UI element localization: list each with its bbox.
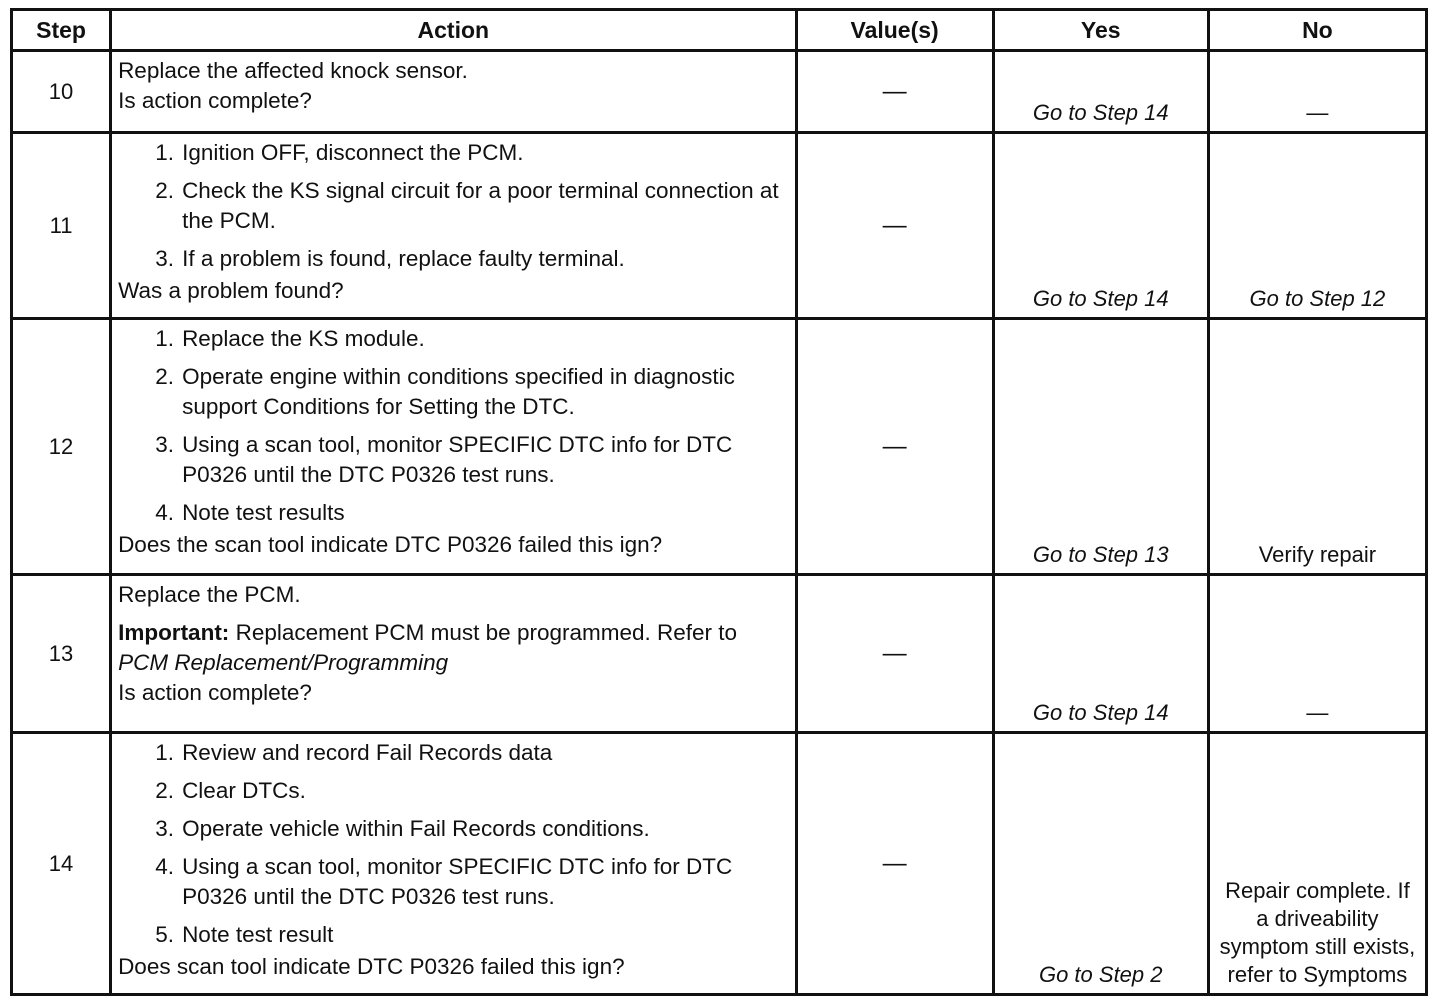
list-number: 5. — [155, 922, 175, 947]
no-cell — [1208, 733, 1426, 995]
action-steps — [118, 738, 788, 950]
table-row — [12, 575, 1427, 733]
no-result: Repair complete. If a driveability symptom still exists, refer to Symptoms — [1219, 878, 1416, 987]
list-number: 1. — [155, 740, 175, 765]
important-text: Replacement PCM must be programmed. Refer to — [235, 620, 738, 645]
step-number: 11 — [12, 133, 111, 319]
table-row — [12, 51, 1427, 133]
yes-result: Go to Step 2 — [1038, 962, 1163, 987]
action-text: Replace the affected knock sensor. — [118, 58, 468, 83]
list-text: Note test results — [182, 500, 345, 525]
header-yes: Yes — [993, 10, 1208, 51]
list-item — [118, 244, 788, 274]
yes-result: Go to Step 14 — [1032, 100, 1169, 125]
diagnostic-table — [10, 8, 1428, 996]
yes-cell — [993, 51, 1208, 133]
step-number: 13 — [12, 575, 111, 733]
list-number: 3. — [155, 246, 175, 271]
list-text: Note test result — [182, 922, 334, 947]
yes-cell — [993, 319, 1208, 575]
list-text: Operate vehicle within Fail Records conditions. — [182, 816, 650, 841]
value-cell: — — [796, 133, 993, 319]
action-cell — [111, 733, 796, 995]
list-text: Operate engine within conditions specified in diagnostic support Conditions for Setting the DTC. — [182, 364, 735, 419]
action-steps — [118, 324, 788, 528]
header-row — [12, 10, 1427, 51]
action-cell — [111, 133, 796, 319]
action-question: Is action complete? — [118, 88, 312, 113]
list-text: Check the KS signal circuit for a poor terminal connection at the PCM. — [182, 178, 779, 233]
action-question: Does scan tool indicate DTC P0326 failed this ign? — [118, 954, 625, 979]
step-number: 10 — [12, 51, 111, 133]
header-values: Value(s) — [796, 10, 993, 51]
list-number: 2. — [155, 178, 175, 203]
value-cell: — — [796, 51, 993, 133]
list-text: Replace the KS module. — [182, 326, 425, 351]
step-number: 12 — [12, 319, 111, 575]
list-number: 3. — [155, 432, 175, 457]
action-question: Does the scan tool indicate DTC P0326 failed this ign? — [118, 532, 663, 557]
value-cell: — — [796, 575, 993, 733]
list-number: 2. — [155, 778, 175, 803]
yes-result: Go to Step 13 — [1032, 542, 1169, 567]
list-item — [118, 498, 788, 528]
list-text: Review and record Fail Records data — [182, 740, 553, 765]
list-number: 2. — [155, 364, 175, 389]
action-cell — [111, 575, 796, 733]
yes-cell — [993, 575, 1208, 733]
yes-cell — [993, 733, 1208, 995]
value-cell: — — [796, 319, 993, 575]
list-item — [118, 324, 788, 354]
action-text: Replace the PCM. — [118, 582, 301, 607]
list-number: 4. — [155, 500, 175, 525]
list-item — [118, 814, 788, 844]
list-number: 4. — [155, 854, 175, 879]
action-cell — [111, 319, 796, 575]
list-item — [118, 176, 788, 236]
no-result: — — [1306, 700, 1329, 725]
no-cell — [1208, 133, 1426, 319]
value-cell: — — [796, 733, 993, 995]
list-text: Using a scan tool, monitor SPECIFIC DTC info for DTC P0326 until the DTC P0326 test runs. — [182, 854, 733, 909]
no-result: Go to Step 12 — [1249, 286, 1386, 311]
list-item — [118, 776, 788, 806]
list-item — [118, 138, 788, 168]
important-label: Important: — [118, 620, 230, 645]
important-ref: PCM Replacement/Programming — [118, 650, 449, 675]
header-action: Action — [111, 10, 796, 51]
yes-cell — [993, 133, 1208, 319]
no-cell — [1208, 51, 1426, 133]
yes-result: Go to Step 14 — [1032, 700, 1169, 725]
table-row — [12, 319, 1427, 575]
table-row — [12, 733, 1427, 995]
list-item — [118, 430, 788, 490]
list-item — [118, 920, 788, 950]
list-item — [118, 738, 788, 768]
list-item — [118, 362, 788, 422]
list-text: Clear DTCs. — [182, 778, 306, 803]
list-text: If a problem is found, replace faulty terminal. — [182, 246, 625, 271]
list-text: Ignition OFF, disconnect the PCM. — [182, 140, 524, 165]
yes-result: Go to Step 14 — [1032, 286, 1169, 311]
list-item — [118, 852, 788, 912]
action-question: Is action complete? — [118, 680, 312, 705]
action-question: Was a problem found? — [118, 278, 344, 303]
no-cell — [1208, 575, 1426, 733]
list-number: 1. — [155, 140, 175, 165]
list-text: Using a scan tool, monitor SPECIFIC DTC info for DTC P0326 until the DTC P0326 test runs. — [182, 432, 733, 487]
no-cell — [1208, 319, 1426, 575]
table-row — [12, 133, 1427, 319]
step-number: 14 — [12, 733, 111, 995]
header-no: No — [1208, 10, 1426, 51]
no-result: — — [1306, 100, 1329, 125]
action-steps — [118, 138, 788, 274]
header-step: Step — [12, 10, 111, 51]
action-cell — [111, 51, 796, 133]
important-note — [118, 618, 788, 678]
list-number: 1. — [155, 326, 175, 351]
no-result: Verify repair — [1258, 542, 1377, 567]
list-number: 3. — [155, 816, 175, 841]
